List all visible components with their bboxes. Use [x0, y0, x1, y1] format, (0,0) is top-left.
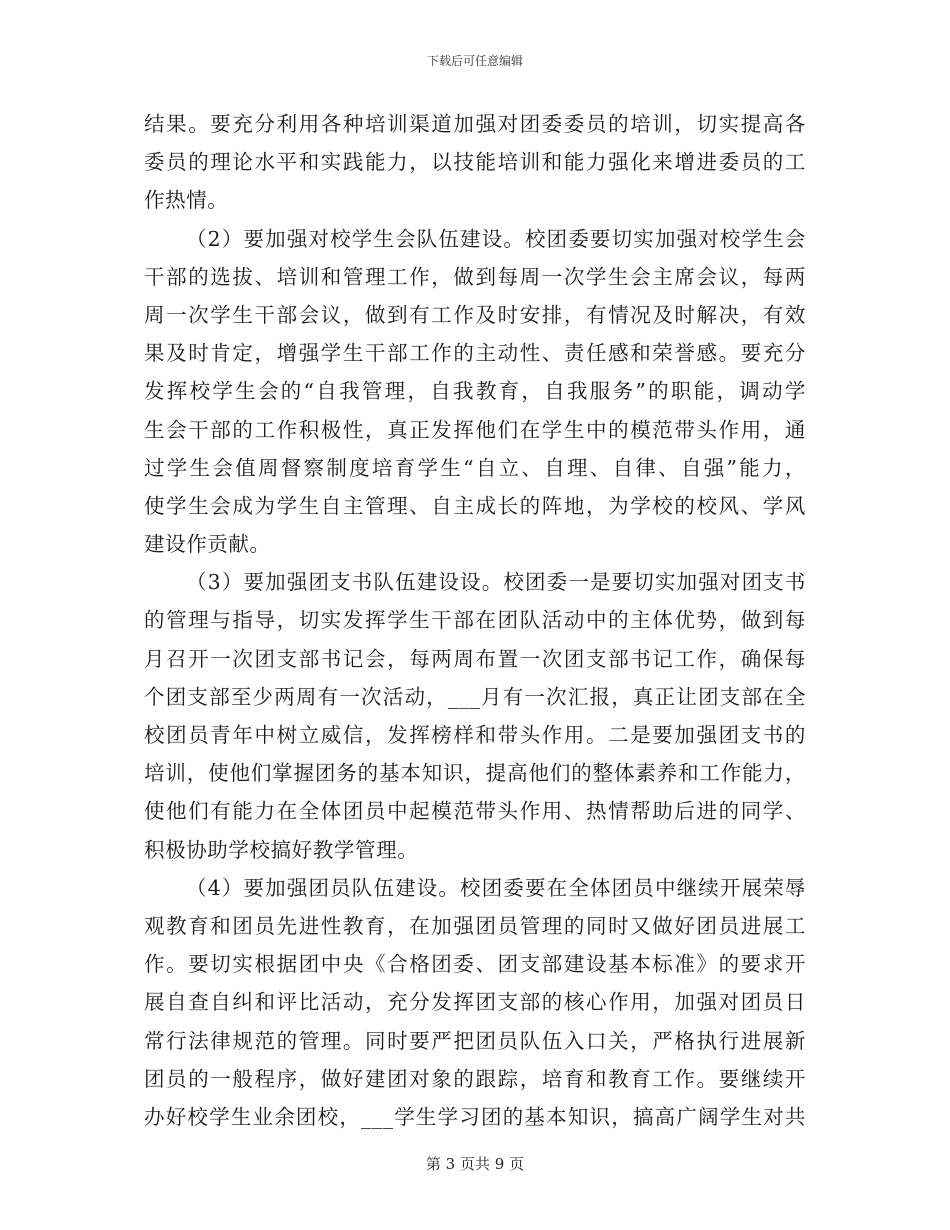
text-line: 使学生会成为学生自主管理、自主成长的阵地，为学校的校风、学风 [144, 493, 806, 518]
text-line: 展自查自纠和评比活动，充分发挥团支部的核心作用，加强对团员日 [144, 990, 806, 1015]
text-line: 结果。要充分利用各种培训渠道加强对团委委员的培训，切实提高各 [144, 112, 806, 136]
text-line: 月召开一次团支部书记会，每两周布置一次团支部书记工作，确保每 [144, 646, 806, 671]
page-header: 下载后可任意编辑 [426, 54, 523, 68]
text-line: 果及时肯定，增强学生干部工作的主动性、责任感和荣誉感。要充分 [144, 341, 806, 366]
text-line: 作热情。 [144, 188, 229, 213]
text-line: 团员的一般程序，做好建团对象的跟踪，培育和教育工作。要继续开 [144, 1066, 806, 1091]
text-line: 办好校学生业余团校，___学生学习团的基本知识，搞高广阔学生对共 [144, 1104, 806, 1129]
text-line: 委员的理论水平和实践能力，以技能培训和能力强化来增进委员的工 [144, 150, 806, 175]
text-line: 常行法律规范的管理。同时要严把团员队伍入口关，严格执行进展新 [144, 1028, 806, 1053]
text-line: 建设作贡献。 [144, 532, 271, 557]
text-line: 作。要切实根据团中央《合格团委、团支部建设基本标准》的要求开 [144, 952, 806, 977]
text-line: 个团支部至少两周有一次活动，___月有一次汇报，真正让团支部在全 [144, 684, 806, 709]
paragraph-start-line: （2）要加强对校学生会队伍建设。校团委要切实加强对校学生会 [186, 226, 806, 251]
paragraph-start-line: （3）要加强团支书队伍建设设。校团委一是要切实加强对团支书 [186, 570, 806, 595]
document-body [144, 105, 806, 1136]
text-line: 校团员青年中树立威信，发挥榜样和带头作用。二是要加强团支书的 [144, 723, 806, 747]
text-line: 生会干部的工作积极性，真正发挥他们在学生中的模范带头作用，通 [144, 417, 806, 442]
text-line: 发挥校学生会的“自我管理，自我教育，自我服务”的职能，调动学 [144, 379, 806, 404]
text-line: 的管理与指导，切实发挥学生干部在团队活动中的主体优势，做到每 [144, 608, 806, 633]
text-line: 干部的选拔、培训和管理工作，做到每周一次学生会主席会议，每两 [144, 264, 806, 289]
text-line: 培训，使他们掌握团务的基本知识，提高他们的整体素养和工作能力， [144, 761, 806, 786]
text-line: 过学生会值周督察制度培育学生“自立、自理、自律、自强”能力， [144, 455, 806, 480]
text-line: 周一次学生干部会议，做到有工作及时安排，有情况及时解决，有效 [144, 302, 806, 327]
text-line: 观教育和团员先进性教育，在加强团员管理的同时又做好团员进展工 [144, 913, 806, 938]
text-line: 使他们有能力在全体团员中起模范带头作用、热情帮助后进的同学、 [144, 799, 806, 824]
text-line: 积极协助学校搞好教学管理。 [144, 837, 419, 862]
page-footer: 第 3 页共 9 页 [425, 1155, 525, 1173]
paragraph-start-line: （4）要加强团员队伍建设。校团委要在全体团员中继续开展荣辱 [186, 875, 806, 900]
